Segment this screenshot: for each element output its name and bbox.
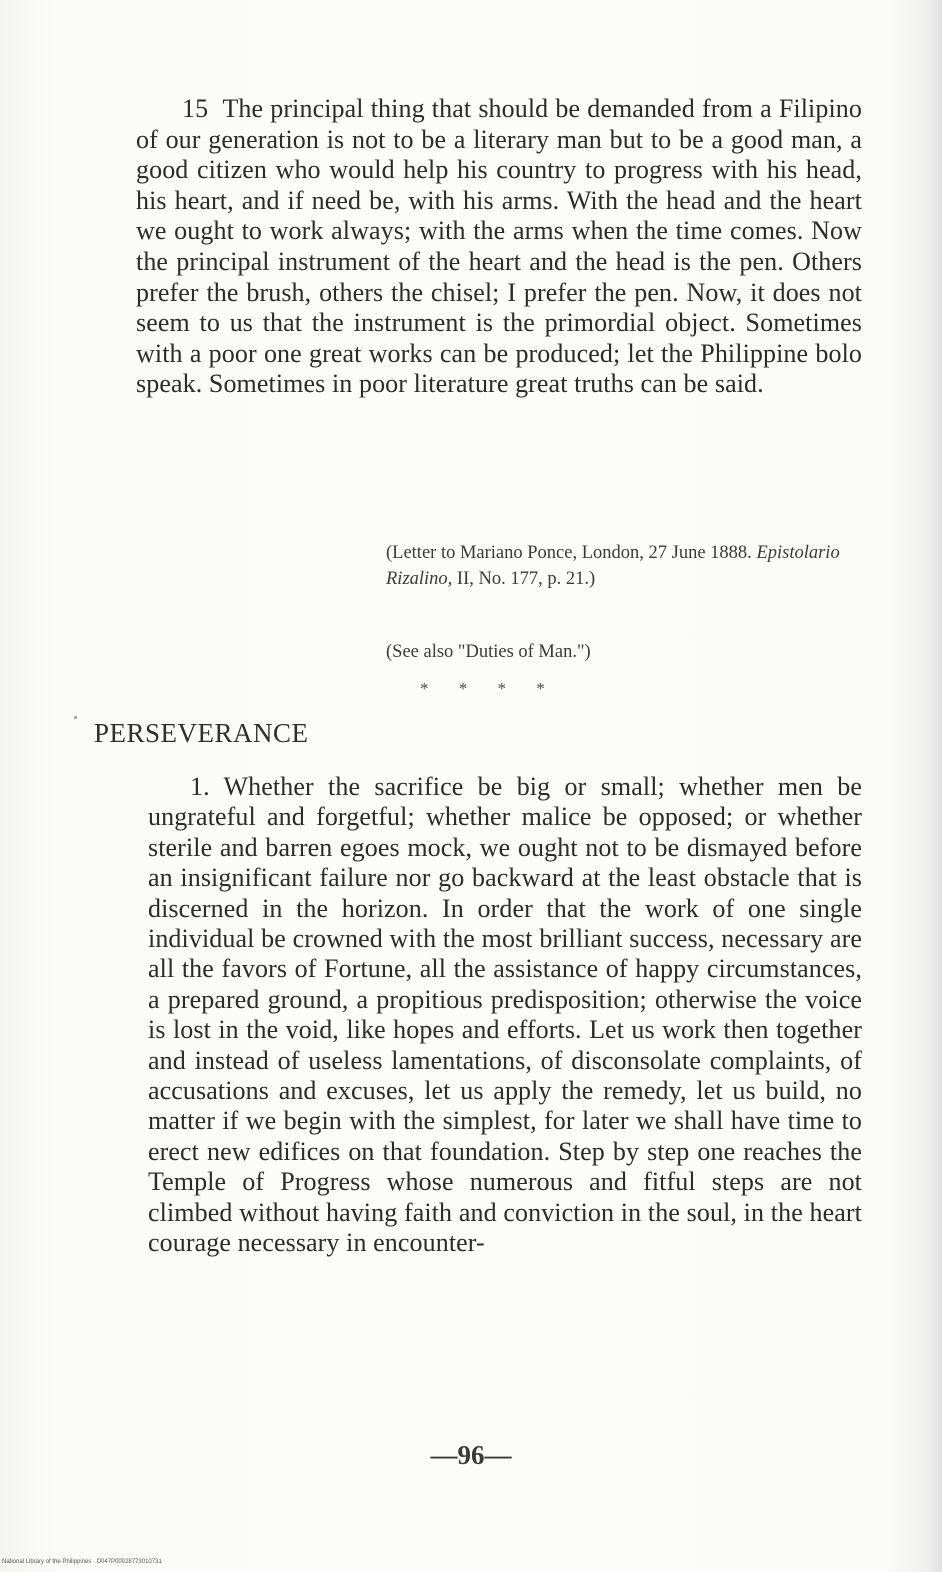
page-number: —96— [430, 1440, 512, 1470]
citation-prefix: (Letter to Mariano Ponce, London, 27 June 1888. [386, 543, 752, 563]
quote-paragraph [136, 94, 862, 400]
section-heading: PERSEVERANCE [94, 718, 309, 748]
footer-credit: National Library of the Philippines · D047P00028773010731 [2, 1559, 162, 1565]
paragraph-text: Whether the sacrifice be big or small; whether men be ungrateful and forgetful; whether malice be opposed; or whether sterile and barren egoes mock, we ought not to be dismayed before an insignificant failure nor go backward at the least obstacle that is discerned in the horizon. In order that the work of one single individual be crowned with the most brilliant success, necessary are all the favors of Fortune, all the assistance of happy circumstances, a prepared ground, a propitious predisposition; otherwise the voice is lost in the void, like hopes and efforts. Let us work then together and instead of useless lamentations, of disconsolate complaints, of accusations and excuses, let us apply the remedy, let us build, no matter if we begin with the simplest, for later we shall have time to erect new edifices on that foundation. Step by step one reaches the Temple of Progress whose numerous and fitful steps are not climbed without having faith and conviction in the soul, in the heart courage necessary in encounter- [148, 772, 862, 1258]
citation-source-title: Epistolario Rizalino, [386, 543, 840, 589]
quote-number: 15 [182, 94, 209, 123]
page-speck [74, 716, 77, 719]
citation-suffix: II, No. 177, p. 21.) [456, 569, 596, 589]
page-edge-shadow [928, 0, 942, 1572]
see-also-note: (See also "Duties of Man.") [386, 642, 591, 662]
citation [386, 540, 862, 592]
quote-text: The principal thing that should be demanded from a Filipino of our generation is not to be a literary man but to be a good man, a good citizen who would help his country to progress with his head, his heart, and if need be, with his arms. With the head and the heart we ought to work always; with the arms when the time comes. Now the principal instrument of the heart and the head is the pen. Others prefer the brush, others the chisel; I prefer the pen. Now, it does not seem to us that the instrument is the primordial object. Sometimes with a poor one great works can be produced; let the Philippine bolo speak. Sometimes in poor literature great truths can be said. [136, 94, 862, 399]
section-separator: * * * * [420, 679, 558, 698]
paragraph-number: 1. [190, 772, 210, 801]
perseverance-paragraph [148, 772, 862, 1259]
